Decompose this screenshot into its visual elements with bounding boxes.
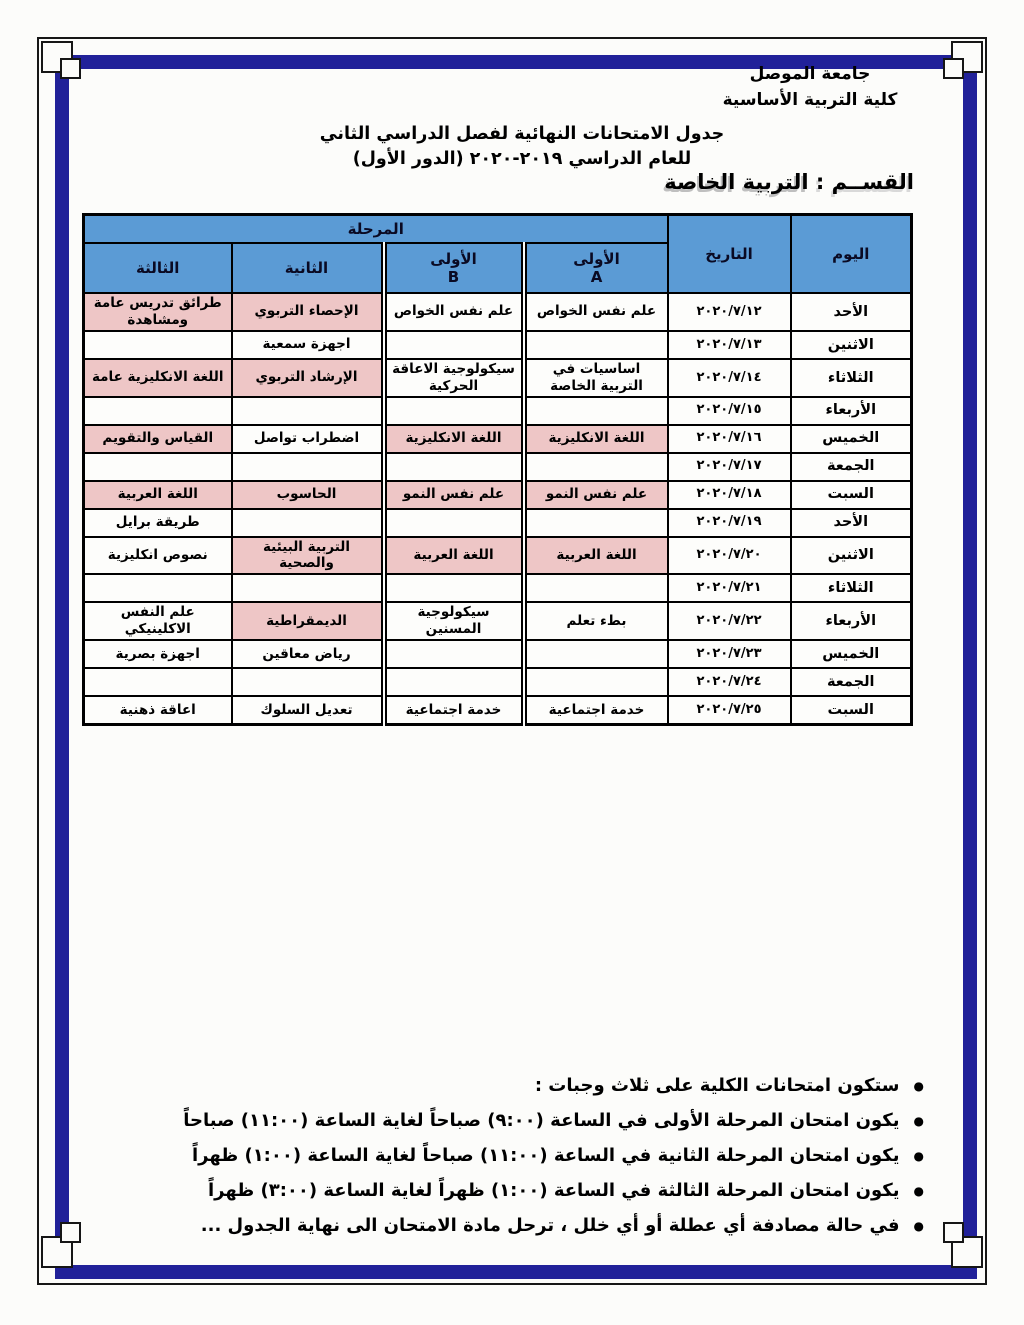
subject-cell-second bbox=[232, 453, 384, 481]
title-line-2: للعام الدراسي ٢٠١٩-٢٠٢٠ (الدور الأول) bbox=[352, 149, 692, 170]
corner-ornament-icon bbox=[943, 1222, 964, 1243]
subject-cell-first-b bbox=[384, 574, 524, 602]
subject-cell-third bbox=[83, 574, 231, 602]
subject-cell-first-b: سيكولوجية الاعاقة الحركية bbox=[384, 359, 524, 397]
subject-cell-first-a: علم نفس النمو bbox=[524, 481, 668, 509]
date-cell: ٢٠٢٠/٧/١٣ bbox=[668, 331, 791, 359]
subject-cell-first-b bbox=[384, 331, 524, 359]
table-row bbox=[83, 640, 911, 668]
date-cell: ٢٠٢٠/٧/٢١ bbox=[668, 574, 791, 602]
day-cell: الأحد bbox=[791, 293, 912, 331]
subject-cell-first-a bbox=[524, 640, 668, 668]
subject-cell-first-b: علم نفس الخواص bbox=[384, 293, 524, 331]
note-item bbox=[144, 1103, 924, 1138]
date-cell: ٢٠٢٠/٧/٢٣ bbox=[668, 640, 791, 668]
day-cell: الثلاثاء bbox=[791, 574, 912, 602]
day-cell: الأربعاء bbox=[791, 602, 912, 640]
title-line-1: جدول الامتحانات النهائية لفصل الدراسي الثاني bbox=[319, 124, 725, 144]
document-title bbox=[302, 122, 742, 173]
date-cell: ٢٠٢٠/٧/٢٠ bbox=[668, 537, 791, 575]
day-cell: الجمعة bbox=[791, 668, 912, 696]
day-cell: الأحد bbox=[791, 509, 912, 537]
subject-cell-first-b: علم نفس النمو bbox=[384, 481, 524, 509]
department-value: التربية الخاصة bbox=[664, 170, 809, 194]
subject-cell-first-a bbox=[524, 331, 668, 359]
subject-cell-first-b bbox=[384, 509, 524, 537]
bullet-icon: ● bbox=[913, 1219, 924, 1233]
subject-cell-third bbox=[83, 331, 231, 359]
subject-cell-first-b: اللغة العربية bbox=[384, 537, 524, 575]
table-row bbox=[83, 359, 911, 397]
note-text: ستكون امتحانات الكلية على ثلاث وجبات : bbox=[534, 1075, 900, 1096]
subject-cell-first-b bbox=[384, 640, 524, 668]
table-row bbox=[83, 537, 911, 575]
subject-cell-first-a bbox=[524, 397, 668, 425]
subject-cell-first-a: اللغة العربية bbox=[524, 537, 668, 575]
grade-code: A bbox=[590, 268, 603, 286]
subject-cell-second: التربية البيئية والصحية bbox=[232, 537, 384, 575]
subject-cell-third: طريقة برايل bbox=[83, 509, 231, 537]
subject-cell-third: طرائق تدريس عامة ومشاهدة bbox=[83, 293, 231, 331]
day-cell: السبت bbox=[791, 696, 912, 725]
day-cell: الخميس bbox=[791, 425, 912, 453]
day-cell: الأربعاء bbox=[791, 397, 912, 425]
note-item bbox=[144, 1208, 924, 1243]
column-header-stage: المرحلة bbox=[83, 215, 667, 244]
subject-cell-first-b bbox=[384, 668, 524, 696]
subject-cell-second: اضطراب تواصل bbox=[232, 425, 384, 453]
date-cell: ٢٠٢٠/٧/١٩ bbox=[668, 509, 791, 537]
subject-cell-third: اعاقة ذهنية bbox=[83, 696, 231, 725]
subject-cell-third: نصوص انكليزية bbox=[83, 537, 231, 575]
subject-cell-first-b: سيكولوجية المسنين bbox=[384, 602, 524, 640]
day-cell: الاثنين bbox=[791, 331, 912, 359]
subject-cell-first-a: بطء تعلم bbox=[524, 602, 668, 640]
subject-cell-second bbox=[232, 509, 384, 537]
table-row bbox=[83, 509, 911, 537]
day-cell: الاثنين bbox=[791, 537, 912, 575]
subject-cell-first-b bbox=[384, 453, 524, 481]
table-row bbox=[83, 425, 911, 453]
date-cell: ٢٠٢٠/٧/٢٤ bbox=[668, 668, 791, 696]
subject-cell-second bbox=[232, 397, 384, 425]
corner-ornament-icon bbox=[943, 58, 964, 79]
date-cell: ٢٠٢٠/٧/١٨ bbox=[668, 481, 791, 509]
note-text: يكون امتحان المرحلة الثالثة في الساعة (١:٠٠) ظهراً لغاية الساعة (٣:٠٠) ظهراً bbox=[208, 1180, 900, 1201]
subject-cell-first-b bbox=[384, 397, 524, 425]
subject-cell-first-a bbox=[524, 574, 668, 602]
subject-cell-third: اللغة العربية bbox=[83, 481, 231, 509]
day-cell: الجمعة bbox=[791, 453, 912, 481]
subject-cell-second: تعديل السلوك bbox=[232, 696, 384, 725]
notes-list bbox=[144, 1068, 924, 1243]
subject-cell-first-b: خدمة اجتماعية bbox=[384, 696, 524, 725]
grade-name: الأولى bbox=[430, 250, 477, 268]
column-header-day: اليوم bbox=[791, 215, 912, 294]
date-cell: ٢٠٢٠/٧/٢٥ bbox=[668, 696, 791, 725]
column-header-first-a bbox=[524, 243, 668, 293]
subject-cell-first-a: خدمة اجتماعية bbox=[524, 696, 668, 725]
subject-cell-first-a: اساسيات في التربية الخاصة bbox=[524, 359, 668, 397]
subject-cell-first-a: اللغة الانكليزية bbox=[524, 425, 668, 453]
subject-cell-second: الحاسوب bbox=[232, 481, 384, 509]
subject-cell-third: اللغة الانكليزية عامة bbox=[83, 359, 231, 397]
note-item bbox=[144, 1138, 924, 1173]
subject-cell-third: علم النفس الاكلينيكي bbox=[83, 602, 231, 640]
day-cell: السبت bbox=[791, 481, 912, 509]
subject-cell-third bbox=[83, 453, 231, 481]
day-cell: الثلاثاء bbox=[791, 359, 912, 397]
date-cell: ٢٠٢٠/٧/١٧ bbox=[668, 453, 791, 481]
exam-schedule-table bbox=[82, 213, 913, 726]
note-item bbox=[144, 1068, 924, 1103]
department-label: القســم : bbox=[815, 170, 914, 194]
subject-cell-second: الإحصاء التربوي bbox=[232, 293, 384, 331]
header-row-stage bbox=[83, 215, 911, 244]
department-line bbox=[664, 170, 914, 194]
grade-name: الأولى bbox=[573, 250, 620, 268]
bullet-icon: ● bbox=[913, 1114, 924, 1128]
bullet-icon: ● bbox=[913, 1149, 924, 1163]
subject-cell-third: اجهزة بصرية bbox=[83, 640, 231, 668]
subject-cell-third bbox=[83, 397, 231, 425]
table-row bbox=[83, 668, 911, 696]
table-row bbox=[83, 696, 911, 725]
subject-cell-first-a bbox=[524, 453, 668, 481]
table-row bbox=[83, 331, 911, 359]
corner-ornament-icon bbox=[60, 1222, 81, 1243]
bullet-icon: ● bbox=[913, 1184, 924, 1198]
table-row bbox=[83, 602, 911, 640]
note-text: يكون امتحان المرحلة الأولى في الساعة (٩:٠٠) صباحاً لغاية الساعة (١١:٠٠) صباحاً bbox=[183, 1110, 900, 1131]
column-header-date: التاريخ bbox=[668, 215, 791, 294]
subject-cell-first-a bbox=[524, 668, 668, 696]
table-row bbox=[83, 293, 911, 331]
subject-cell-second: الإرشاد التربوي bbox=[232, 359, 384, 397]
note-text: في حالة مصادفة أي عطلة أو أي خلل ، ترحل مادة الامتحان الى نهاية الجدول ... bbox=[200, 1215, 900, 1236]
table-row bbox=[83, 453, 911, 481]
grade-code: B bbox=[447, 268, 460, 286]
date-cell: ٢٠٢٠/٧/١٢ bbox=[668, 293, 791, 331]
letterhead bbox=[680, 62, 940, 113]
column-header-second: الثانية bbox=[232, 243, 384, 293]
schedule-body bbox=[83, 293, 911, 725]
subject-cell-first-b: اللغة الانكليزية bbox=[384, 425, 524, 453]
table-row bbox=[83, 574, 911, 602]
subject-cell-third bbox=[83, 668, 231, 696]
date-cell: ٢٠٢٠/٧/١٥ bbox=[668, 397, 791, 425]
subject-cell-second bbox=[232, 668, 384, 696]
subject-cell-third: القياس والتقويم bbox=[83, 425, 231, 453]
subject-cell-second: الديمقراطية bbox=[232, 602, 384, 640]
subject-cell-second: رياض معاقين bbox=[232, 640, 384, 668]
day-cell: الخميس bbox=[791, 640, 912, 668]
university-name: جامعة الموصل bbox=[749, 64, 871, 84]
subject-cell-second bbox=[232, 574, 384, 602]
subject-cell-first-a: علم نفس الخواص bbox=[524, 293, 668, 331]
subject-cell-second: اجهزة سمعية bbox=[232, 331, 384, 359]
date-cell: ٢٠٢٠/٧/٢٢ bbox=[668, 602, 791, 640]
bullet-icon: ● bbox=[913, 1079, 924, 1093]
corner-ornament-icon bbox=[60, 58, 81, 79]
table-row bbox=[83, 481, 911, 509]
note-item bbox=[144, 1173, 924, 1208]
column-header-third: الثالثة bbox=[83, 243, 231, 293]
date-cell: ٢٠٢٠/٧/١٦ bbox=[668, 425, 791, 453]
table-row bbox=[83, 397, 911, 425]
college-name: كلية التربية الأساسية bbox=[722, 89, 898, 110]
subject-cell-first-a bbox=[524, 509, 668, 537]
column-header-first-b bbox=[384, 243, 524, 293]
date-cell: ٢٠٢٠/٧/١٤ bbox=[668, 359, 791, 397]
note-text: يكون امتحان المرحلة الثانية في الساعة (١١:٠٠) صباحاً لغاية الساعة (١:٠٠) ظهراً bbox=[191, 1145, 900, 1166]
